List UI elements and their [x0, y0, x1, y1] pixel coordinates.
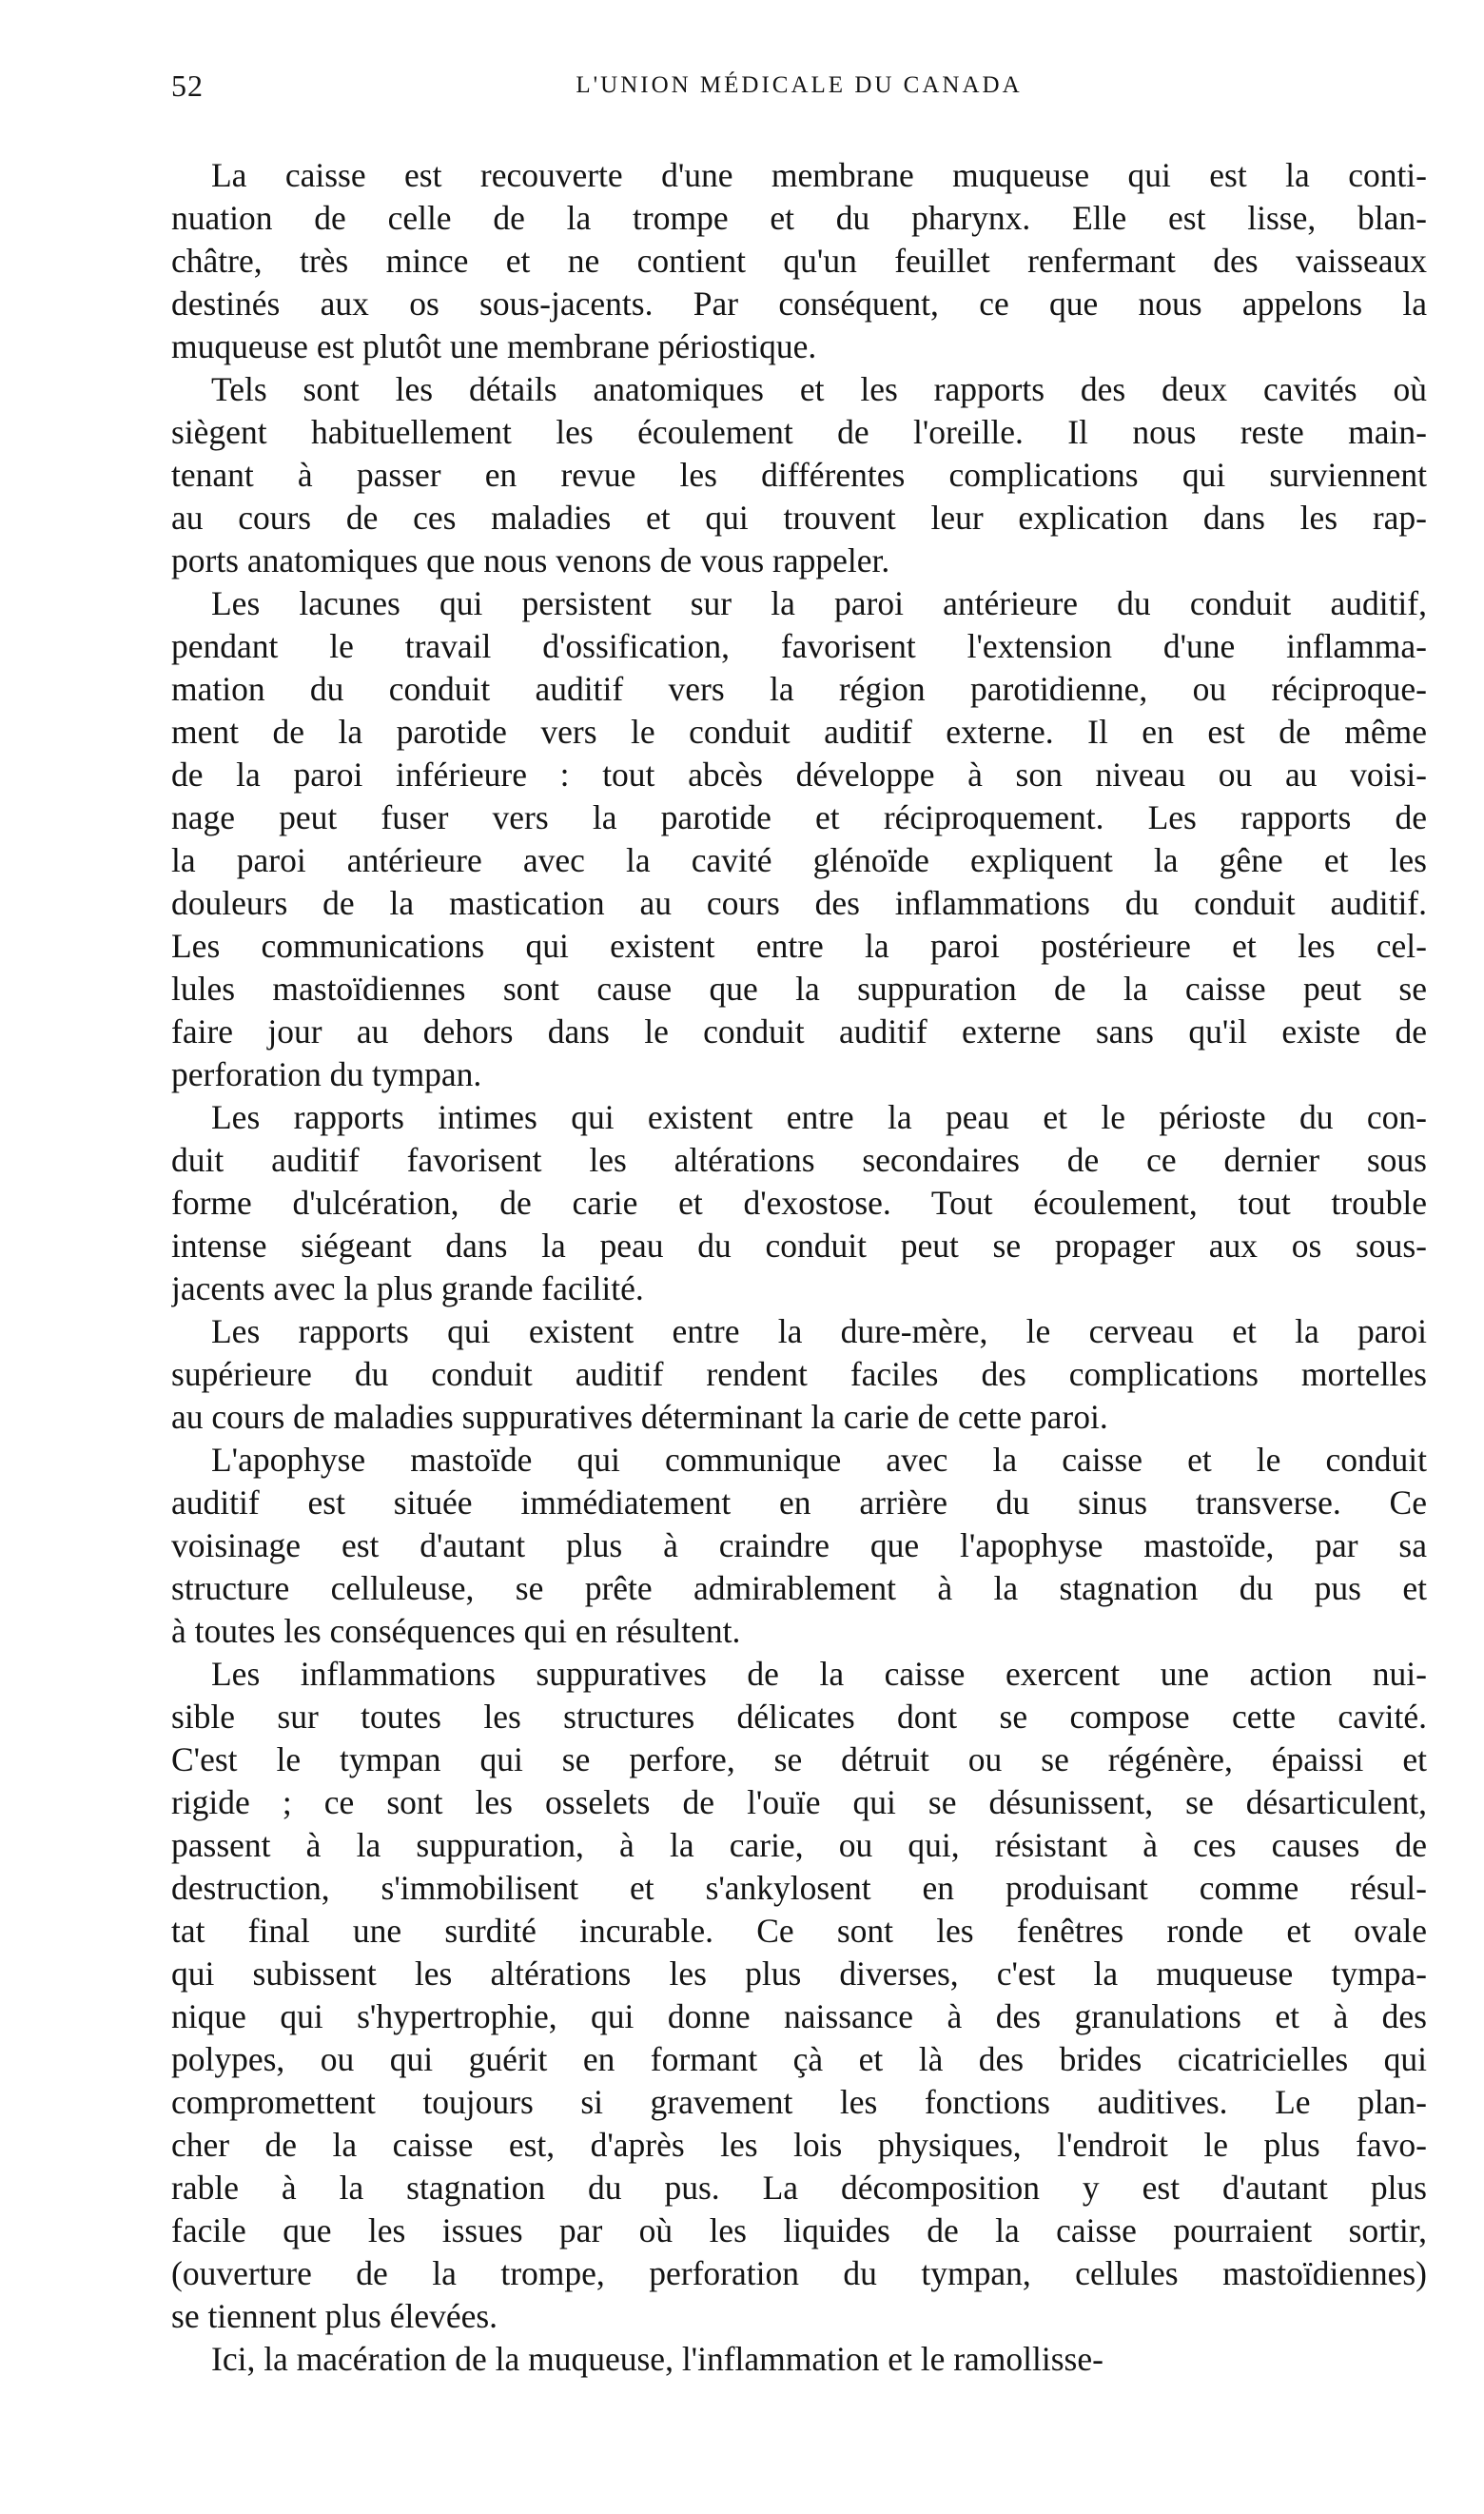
text-line: structure celluleuse, se prête admirablement à la stagnation du pus et	[171, 1569, 1427, 1607]
text-line: L'apophyse mastoïde qui communique avec la caisse et le conduit	[211, 1441, 1427, 1479]
text-line: Les communications qui existent entre la paroi postérieure et les cel-	[171, 927, 1427, 965]
text-line: tat final une surdité incurable. Ce sont les fenêtres ronde et ovale	[171, 1912, 1427, 1950]
text-line: rable à la stagnation du pus. La décomposition y est d'autant plus	[171, 2169, 1427, 2207]
text-line: intense siégeant dans la peau du conduit peut se propager aux os sous-	[171, 1227, 1427, 1265]
text-line: voisinage est d'autant plus à craindre que l'apophyse mastoïde, par sa	[171, 1526, 1427, 1564]
text-line: forme d'ulcération, de carie et d'exostose. Tout écoulement, tout trouble	[171, 1184, 1427, 1222]
text-line: siègent habituellement les écoulement de l'oreille. Il nous reste main-	[171, 413, 1427, 451]
text-line: au cours de ces maladies et qui trouvent leur explication dans les rap-	[171, 499, 1427, 537]
text-line: Tels sont les détails anatomiques et les rapports des deux cavités où	[211, 370, 1427, 408]
paragraph	[171, 154, 1427, 368]
text-line: sible sur toutes les structures délicates dont se compose cette cavité.	[171, 1698, 1427, 1736]
text-line: destruction, s'immobilisent et s'ankylosent en produisant comme résul-	[171, 1869, 1427, 1907]
text-line: lules mastoïdiennes sont cause que la suppuration de la caisse peut se	[171, 970, 1427, 1008]
text-line: compromettent toujours si gravement les fonctions auditives. Le plan-	[171, 2083, 1427, 2121]
text-line: C'est le tympan qui se perfore, se détruit ou se régénère, épaissi et	[171, 1740, 1427, 1778]
text-line: tenant à passer en revue les différentes complications qui surviennent	[171, 456, 1427, 494]
text-line: douleurs de la mastication au cours des inflammations du conduit auditif.	[171, 884, 1427, 922]
text-line: à toutes les conséquences qui en résultent.	[171, 1612, 741, 1650]
text-line: se tiennent plus élevées.	[171, 2297, 498, 2335]
text-line: duit auditif favorisent les altérations secondaires de ce dernier sous	[171, 1141, 1427, 1179]
text-line: au cours de maladies suppuratives déterminant la carie de cette paroi.	[171, 1398, 1108, 1436]
paragraph	[171, 1310, 1427, 1439]
text-line: châtre, très mince et ne contient qu'un feuillet renfermant des vaisseaux	[171, 242, 1427, 280]
text-line: nique qui s'hypertrophie, qui donne naissance à des granulations et à des	[171, 1997, 1427, 2035]
paragraph	[171, 368, 1427, 582]
text-line: destinés aux os sous-jacents. Par conséquent, ce que nous appelons la	[171, 285, 1427, 323]
text-line: ment de la parotide vers le conduit auditif externe. Il en est de même	[171, 713, 1427, 751]
text-line: nuation de celle de la trompe et du pharynx. Elle est lisse, blan-	[171, 199, 1427, 237]
paragraph	[171, 2338, 1427, 2381]
text-line: de la paroi inférieure : tout abcès développe à son niveau ou au voisi-	[171, 756, 1427, 794]
text-line: Les rapports qui existent entre la dure-mère, le cerveau et la paroi	[211, 1312, 1427, 1350]
text-line: muqueuse est plutôt une membrane périostique.	[171, 327, 817, 365]
text-line: cher de la caisse est, d'après les lois physiques, l'endroit le plus favo-	[171, 2126, 1427, 2164]
paragraph	[171, 1439, 1427, 1653]
running-title: L'UNION MÉDICALE DU CANADA	[576, 72, 1023, 98]
paragraph	[171, 1653, 1427, 2338]
text-line: jacents avec la plus grande facilité.	[171, 1269, 644, 1307]
text-line: polypes, ou qui guérit en formant çà et là des brides cicatricielles qui	[171, 2040, 1427, 2078]
text-line: mation du conduit auditif vers la région parotidienne, ou réciproque-	[171, 670, 1427, 708]
text-line: ports anatomiques que nous venons de vous rappeler.	[171, 541, 890, 579]
page-number: 52	[171, 69, 204, 103]
text-line: auditif est située immédiatement en arrière du sinus transverse. Ce	[171, 1483, 1427, 1522]
text-line: rigide ; ce sont les osselets de l'ouïe qui se désunissent, se désarticulent,	[171, 1783, 1427, 1821]
text-line: Les inflammations suppuratives de la caisse exercent une action nui-	[211, 1655, 1427, 1693]
text-line: La caisse est recouverte d'une membrane muqueuse qui est la conti-	[211, 156, 1427, 194]
text-line: (ouverture de la trompe, perforation du tympan, cellules mastoïdiennes)	[171, 2254, 1427, 2292]
text-line: Ici, la macération de la muqueuse, l'inflammation et le ramollisse-	[211, 2340, 1103, 2378]
text-line: la paroi antérieure avec la cavité glénoïde expliquent la gêne et les	[171, 841, 1427, 879]
text-line: qui subissent les altérations les plus diverses, c'est la muqueuse tympa-	[171, 1954, 1427, 1993]
text-line: nage peut fuser vers la parotide et réciproquement. Les rapports de	[171, 798, 1427, 836]
text-line: supérieure du conduit auditif rendent faciles des complications mortelles	[171, 1355, 1427, 1393]
text-line: facile que les issues par où les liquides de la caisse pourraient sortir,	[171, 2211, 1427, 2249]
text-line: passent à la suppuration, à la carie, ou qui, résistant à ces causes de	[171, 1826, 1427, 1864]
text-line: perforation du tympan.	[171, 1055, 482, 1093]
paragraph	[171, 1096, 1427, 1310]
body-text	[171, 154, 1427, 2381]
text-line: pendant le travail d'ossification, favorisent l'extension d'une inflamma-	[171, 627, 1427, 665]
paragraph	[171, 582, 1427, 1096]
text-line: Les rapports intimes qui existent entre la peau et le périoste du con-	[211, 1098, 1427, 1136]
page-header	[171, 69, 1427, 126]
text-line: faire jour au dehors dans le conduit auditif externe sans qu'il existe de	[171, 1012, 1427, 1051]
text-line: Les lacunes qui persistent sur la paroi antérieure du conduit auditif,	[211, 584, 1427, 622]
